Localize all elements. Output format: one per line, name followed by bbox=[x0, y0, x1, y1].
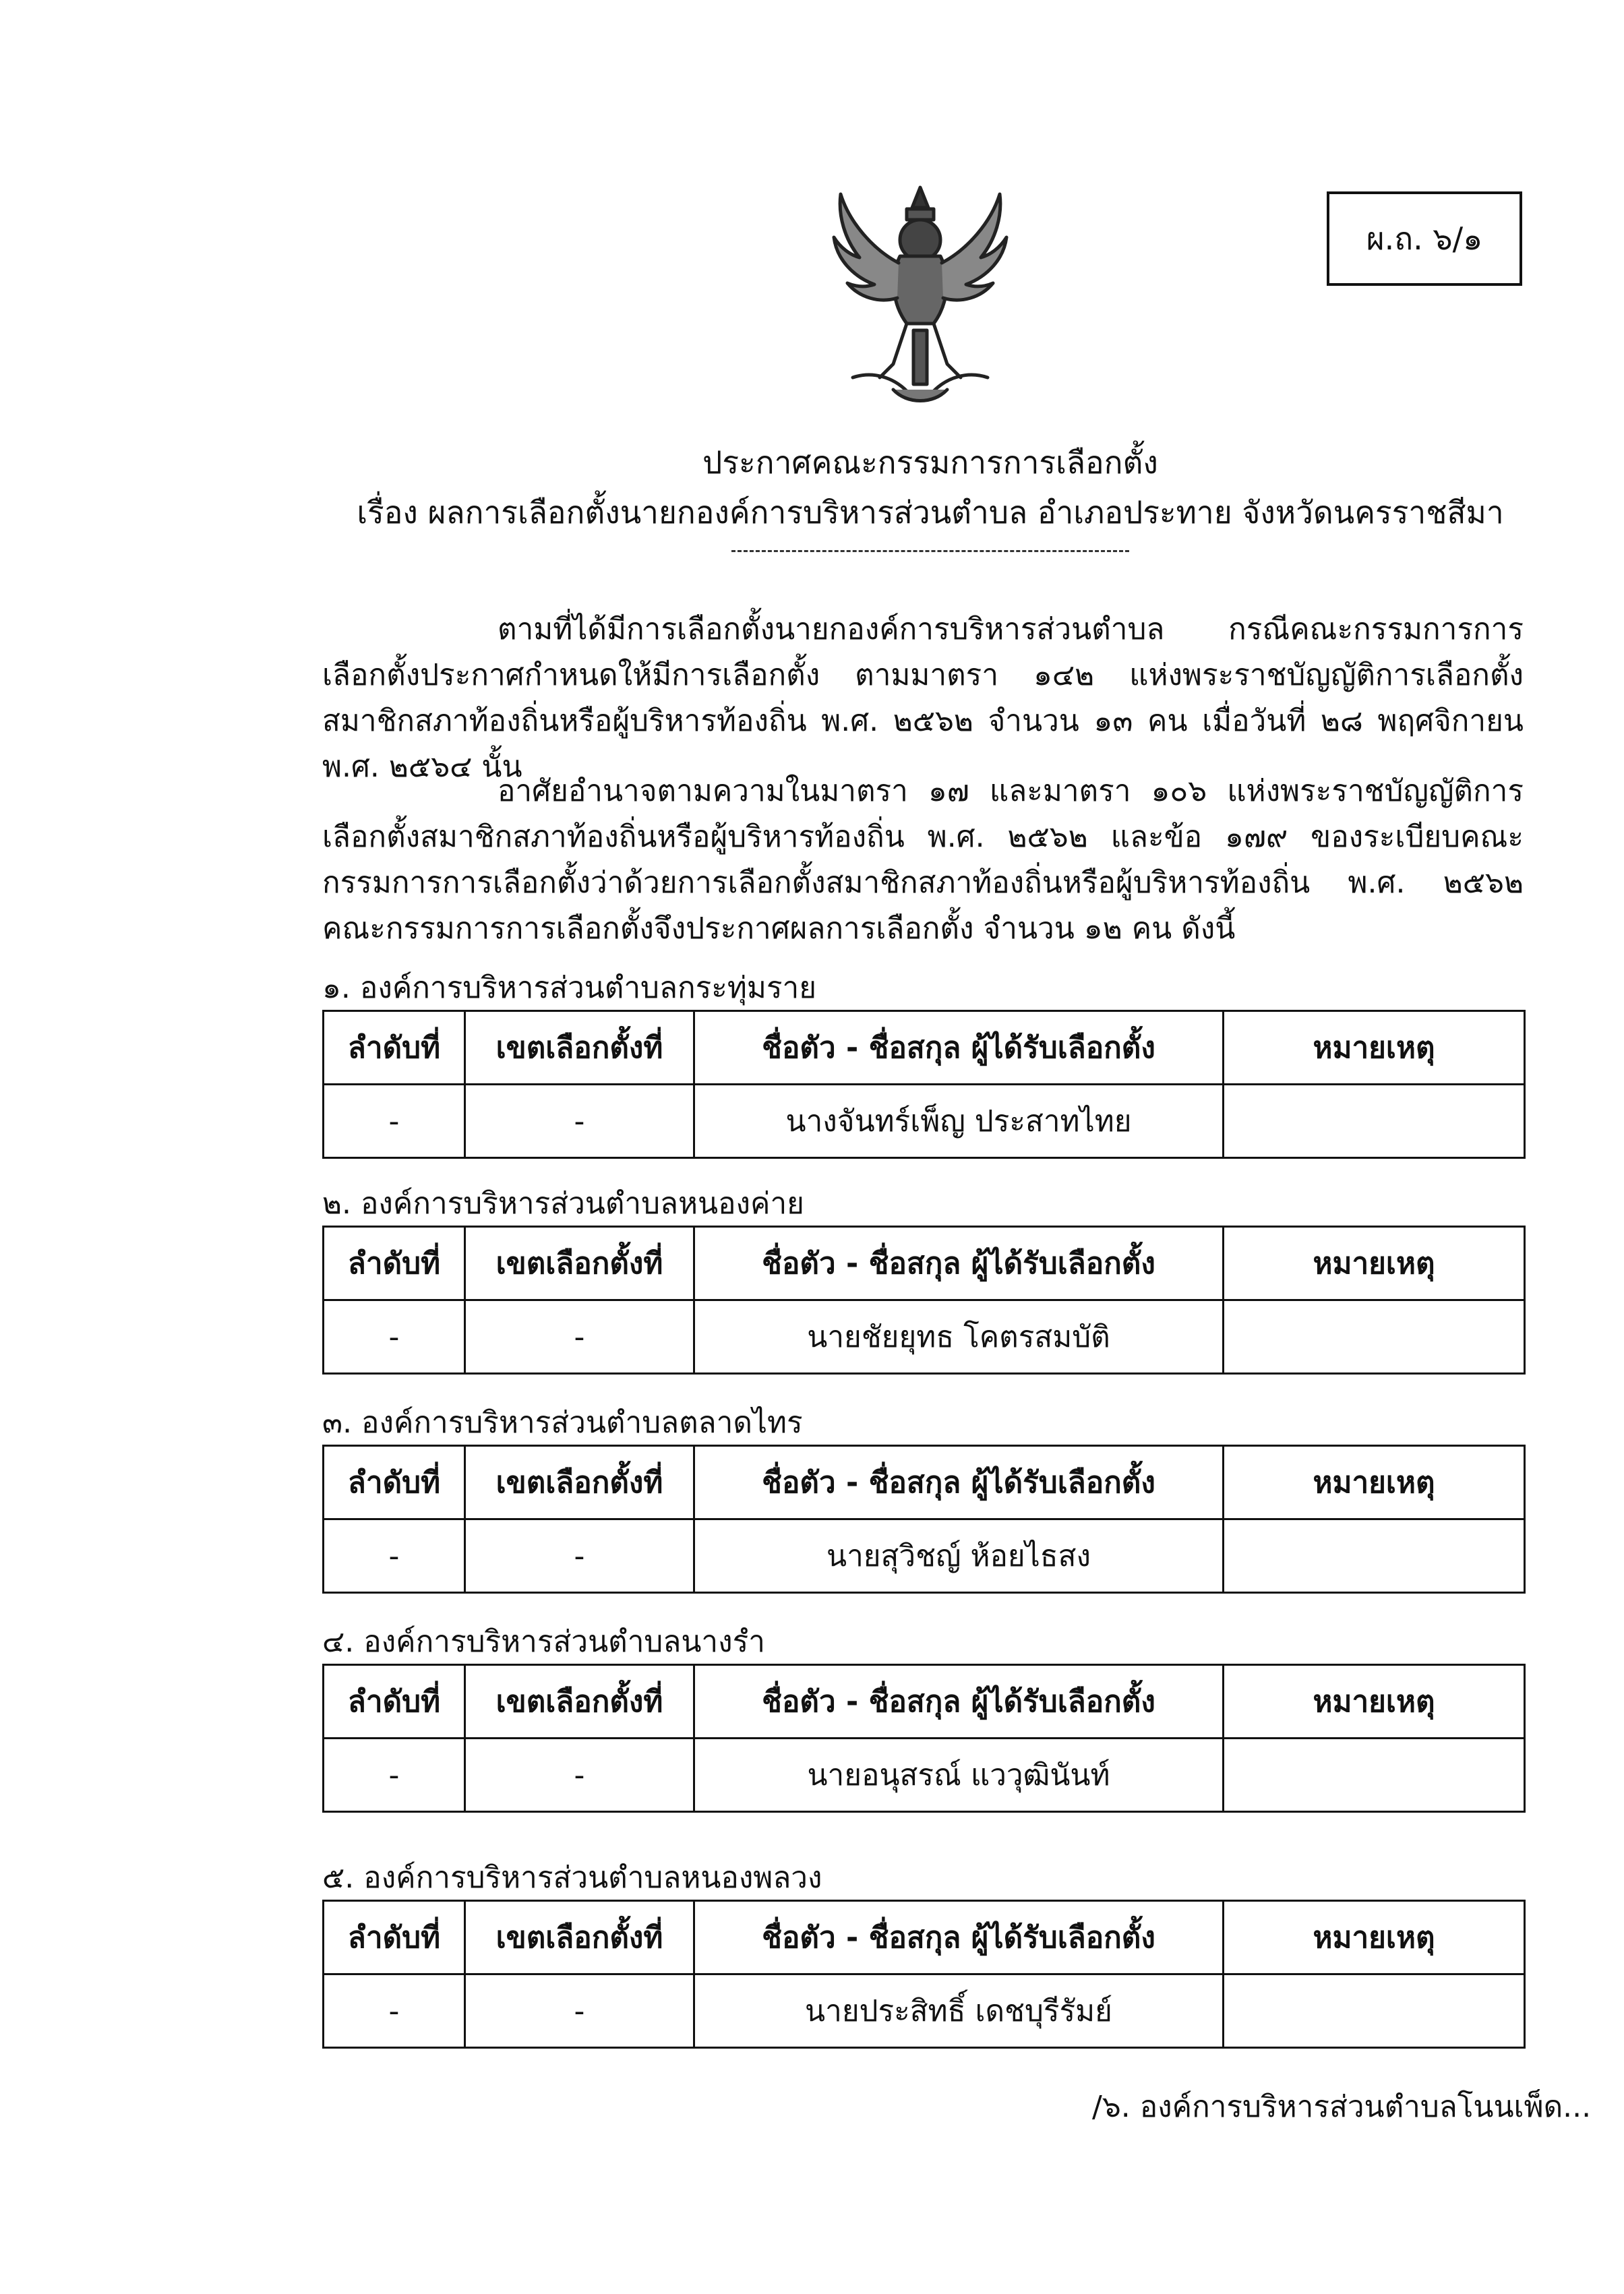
results-table bbox=[322, 1010, 1526, 1159]
paragraph-1-text: ตามที่ได้มีการเลือกตั้งนายกองค์การบริหารส่วนตำบล กรณีคณะกรรมการการเลือกตั้งประกาศกำหนดให้มีการเลือกตั้ง ตามมาตรา ๑๔๒ แห่งพระราชบัญญัติการเลือกตั้งสมาชิกสภาท้องถิ่นหรือผู้บริหารท้องถิ่น พ.ศ. ๒๕๖๒ จำนวน ๑๓ คน เมื่อวันที่ ๒๘ พฤศจิกายน พ.ศ. ๒๕๖๔ นั้น bbox=[322, 612, 1524, 784]
section-4 bbox=[322, 1625, 1524, 1813]
paragraph-1 bbox=[322, 607, 1524, 790]
section-3 bbox=[322, 1406, 1524, 1594]
section-2 bbox=[322, 1186, 1524, 1375]
header-order: ลำดับที่ bbox=[324, 1227, 465, 1300]
section-title: ๔. องค์การบริหารส่วนตำบลนางรำ bbox=[322, 1625, 765, 1659]
cell-district: - bbox=[465, 1519, 694, 1593]
table-header-row bbox=[324, 1011, 1525, 1085]
header-name: ชื่อตัว - ชื่อสกุล ผู้ได้รับเลือกตั้ง bbox=[694, 1446, 1224, 1519]
paragraph-2-text: อาศัยอำนาจตามความในมาตรา ๑๗ และมาตรา ๑๐๖ แห่งพระราชบัญญัติการเลือกตั้งสมาชิกสภาท้องถิ่นหรือผู้บริหารท้องถิ่น พ.ศ. ๒๕๖๒ และข้อ ๑๗๙ ของระเบียบคณะกรรมการการเลือกตั้งว่าด้วยการเลือกตั้งสมาชิกสภาท้องถิ่นหรือผู้บริหารท้องถิ่น พ.ศ. ๒๕๖๒ คณะกรรมการการเลือกตั้งจึงประกาศผลการเลือกตั้ง จำนวน ๑๒ คน ดังนี้ bbox=[322, 774, 1524, 946]
header-name: ชื่อตัว - ชื่อสกุล ผู้ได้รับเลือกตั้ง bbox=[694, 1227, 1224, 1300]
cell-order: - bbox=[324, 1300, 465, 1374]
header-district: เขตเลือกตั้งที่ bbox=[465, 1227, 694, 1300]
results-table bbox=[322, 1900, 1526, 2049]
title-divider bbox=[731, 550, 1129, 552]
table-row bbox=[324, 1519, 1525, 1593]
cell-order: - bbox=[324, 1085, 465, 1158]
header-district: เขตเลือกตั้งที่ bbox=[465, 1011, 694, 1085]
header-order: ลำดับที่ bbox=[324, 1901, 465, 1974]
results-table bbox=[322, 1445, 1526, 1594]
section-title: ๑. องค์การบริหารส่วนตำบลกระทุ่มราย bbox=[322, 971, 816, 1005]
header-district: เขตเลือกตั้งที่ bbox=[465, 1665, 694, 1739]
cell-district: - bbox=[465, 1300, 694, 1374]
header-name: ชื่อตัว - ชื่อสกุล ผู้ได้รับเลือกตั้ง bbox=[694, 1665, 1224, 1739]
cell-district: - bbox=[465, 1739, 694, 1812]
cell-name: นายประสิทธิ์ เดชบุรีรัมย์ bbox=[694, 1974, 1224, 2048]
document-subject: เรื่อง ผลการเลือกตั้งนายกองค์การบริหารส่วนตำบล อำเภอประทาย จังหวัดนครราชสีมา bbox=[357, 494, 1504, 531]
header-remark: หมายเหตุ bbox=[1224, 1227, 1525, 1300]
header-order: ลำดับที่ bbox=[324, 1665, 465, 1739]
table-row bbox=[324, 1300, 1525, 1374]
cell-name: นายสุวิชญ์ ห้อยไธสง bbox=[694, 1519, 1224, 1593]
cell-order: - bbox=[324, 1974, 465, 2048]
header-district: เขตเลือกตั้งที่ bbox=[465, 1901, 694, 1974]
header-remark: หมายเหตุ bbox=[1224, 1901, 1525, 1974]
table-row bbox=[324, 1085, 1525, 1158]
form-code-box: ผ.ถ. ๖/๑ bbox=[1327, 191, 1522, 286]
header-remark: หมายเหตุ bbox=[1224, 1665, 1525, 1739]
cell-name: นางจันทร์เพ็ญ ประสาทไทย bbox=[694, 1085, 1224, 1158]
header-order: ลำดับที่ bbox=[324, 1011, 465, 1085]
table-row bbox=[324, 1739, 1525, 1812]
continuation-note: /๖. องค์การบริหารส่วนตำบลโนนเพ็ด... bbox=[1092, 2090, 1592, 2124]
cell-order: - bbox=[324, 1519, 465, 1593]
section-title: ๕. องค์การบริหารส่วนตำบลหนองพลวง bbox=[322, 1861, 822, 1895]
table-header-row bbox=[324, 1227, 1525, 1300]
garuda-emblem-icon bbox=[812, 175, 1028, 418]
cell-order: - bbox=[324, 1739, 465, 1812]
cell-remark bbox=[1224, 1085, 1525, 1158]
table-header-row bbox=[324, 1665, 1525, 1739]
table-header-row bbox=[324, 1446, 1525, 1519]
section-title: ๒. องค์การบริหารส่วนตำบลหนองค่าย bbox=[322, 1186, 804, 1221]
results-table bbox=[322, 1664, 1526, 1813]
section-title: ๓. องค์การบริหารส่วนตำบลตลาดไทร bbox=[322, 1406, 803, 1440]
cell-name: นายอนุสรณ์ แววุฒินันท์ bbox=[694, 1739, 1224, 1812]
table-header-row bbox=[324, 1901, 1525, 1974]
document-title: ประกาศคณะกรรมการการเลือกตั้ง bbox=[702, 444, 1158, 481]
paragraph-2 bbox=[322, 768, 1524, 952]
cell-remark bbox=[1224, 1739, 1525, 1812]
header-remark: หมายเหตุ bbox=[1224, 1446, 1525, 1519]
header-block bbox=[317, 438, 1544, 555]
cell-remark bbox=[1224, 1974, 1525, 2048]
cell-district: - bbox=[465, 1974, 694, 2048]
header-name: ชื่อตัว - ชื่อสกุล ผู้ได้รับเลือกตั้ง bbox=[694, 1011, 1224, 1085]
table-row bbox=[324, 1974, 1525, 2048]
section-1 bbox=[322, 971, 1524, 1159]
header-order: ลำดับที่ bbox=[324, 1446, 465, 1519]
cell-name: นายชัยยุทธ โคตรสมบัติ bbox=[694, 1300, 1224, 1374]
header-district: เขตเลือกตั้งที่ bbox=[465, 1446, 694, 1519]
header-remark: หมายเหตุ bbox=[1224, 1011, 1525, 1085]
results-table bbox=[322, 1226, 1526, 1375]
cell-district: - bbox=[465, 1085, 694, 1158]
cell-remark bbox=[1224, 1300, 1525, 1374]
cell-remark bbox=[1224, 1519, 1525, 1593]
section-5 bbox=[322, 1861, 1524, 2049]
header-name: ชื่อตัว - ชื่อสกุล ผู้ได้รับเลือกตั้ง bbox=[694, 1901, 1224, 1974]
